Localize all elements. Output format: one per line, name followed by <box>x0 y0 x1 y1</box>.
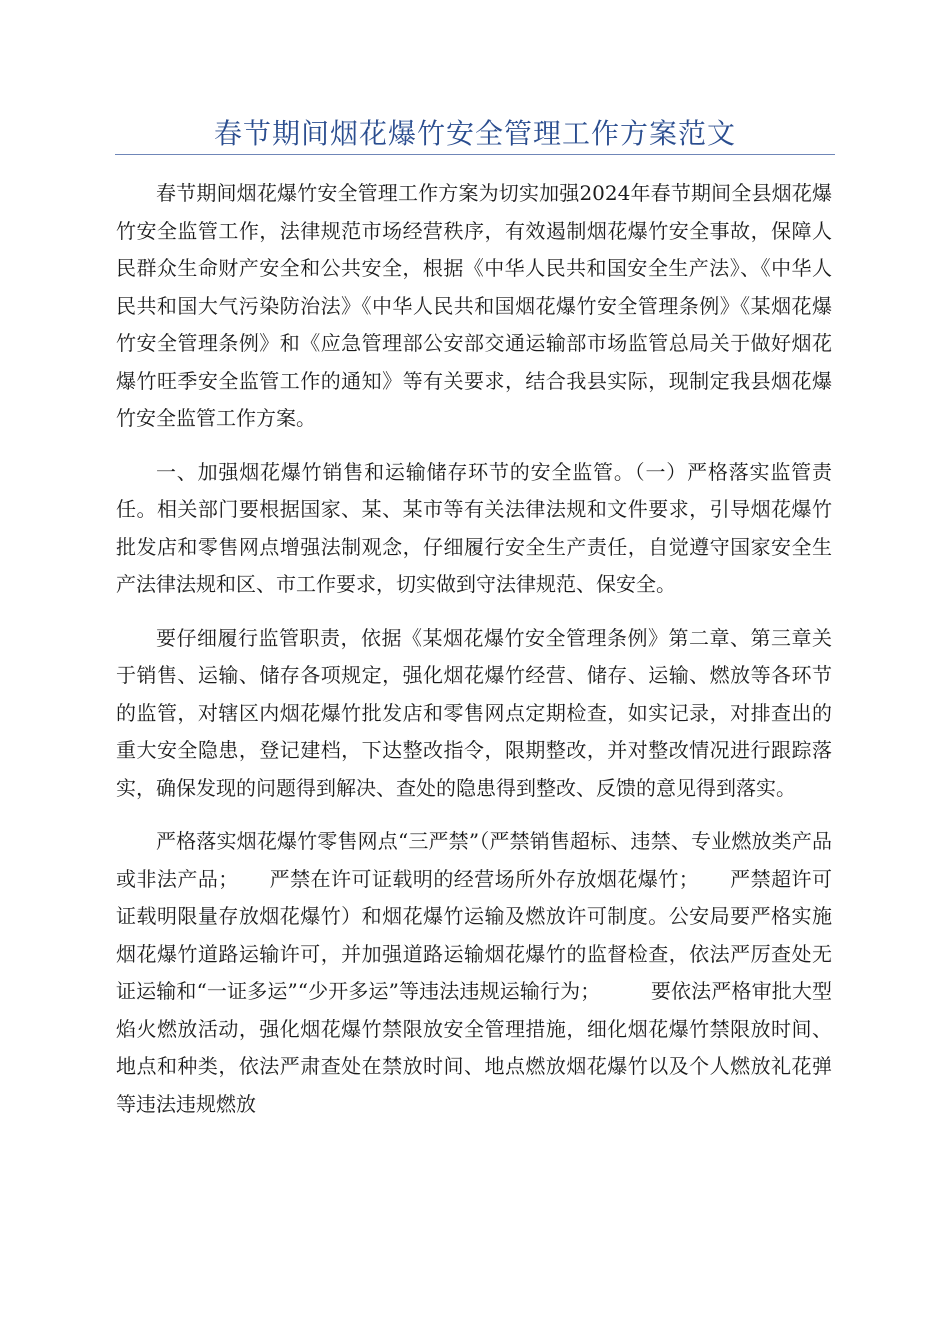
paragraph: 一、加强烟花爆竹销售和运输储存环节的安全监管。（一）严格落实监管责任。相关部门要根据国家、某、某市等有关法律法规和文件要求，引导烟花爆竹批发店和零售网点增强法制观念，仔细履行安全生产责任，自觉遵守国家安全生产法律法规和区、市工作要求，切实做到守法律规范、保安全。 <box>116 459 832 596</box>
title-underline <box>115 154 835 155</box>
paragraph: 春节期间烟花爆竹安全管理工作方案为切实加强2024年春节期间全县烟花爆竹安全监管工作，法律规范市场经营秩序，有效遏制烟花爆竹安全事故，保障人民群众生命财产安全和公共安全，根据《中华人民共和国安全生产法》、《中华人民共和国大气污染防治法》《中华人民共和国烟花爆竹安全管理条例》《某烟花爆竹安全管理条例》和《应急管理部公安部交通运输部市场监管总局关于做好烟花爆竹旺季安全监管工作的通知》等有关要求，结合我县实际，现制定我县烟花爆竹安全监管工作方案。 <box>116 181 832 430</box>
document-body <box>116 175 832 1139</box>
paragraph: 严格落实烟花爆竹零售网点“三严禁”（严禁销售超标、违禁、专业燃放类产品或非法产品； 严禁在许可证载明的经营场所外存放烟花爆竹； 严禁超许可证载明限量存放烟花爆竹）和烟花爆竹运输及燃放许可制度。公安局要严格实施烟花爆竹道路运输许可，并加强道路运输烟花爆竹的监督检查，依法严厉查处无证运输和“一证多运”“少开多运”等违法违规运输行为； 要依法严格审批大型焰火燃放活动，强化烟花爆竹禁限放安全管理措施，细化烟花爆竹禁限放时间、地点和种类，依法严肃查处在禁放时间、地点燃放烟花爆竹以及个人燃放礼花弹等违法违规燃放 <box>116 829 832 1116</box>
document-title: 春节期间烟花爆竹安全管理工作方案范文 <box>213 117 736 150</box>
paragraph: 要仔细履行监管职责，依据《某烟花爆竹安全管理条例》第二章、第三章关于销售、运输、储存各项规定，强化烟花爆竹经营、储存、运输、燃放等各环节的监管，对辖区内烟花爆竹批发店和零售网点定期检查，如实记录，对排查出的重大安全隐患，登记建档，下达整改指令，限期整改，并对整改情况进行跟踪落实，确保发现的问题得到解决、查处的隐患得到整改、反馈的意见得到落实。 <box>116 625 832 800</box>
